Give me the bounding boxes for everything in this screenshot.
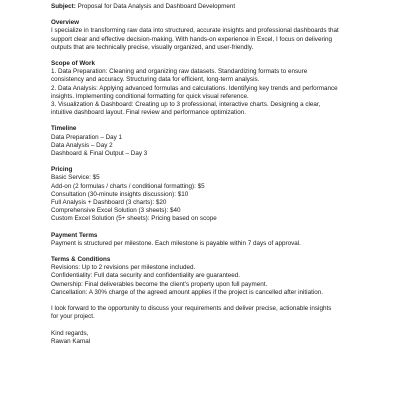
scope-line: 2. Data Analysis: Applying advanced formulas and calculations. Identifying key trends and performance [51, 84, 338, 92]
pricing-list [51, 174, 371, 223]
scope-line: 3. Visualization & Dashboard: Creating up to 3 professional, interactive charts. Designing a clear, [51, 101, 321, 109]
proposal-document [51, 3, 371, 346]
payment-section [51, 232, 371, 248]
timeline-item: Data Preparation – Day 1 [51, 133, 123, 141]
signoff-name: Rawan Kamal [51, 337, 91, 345]
pricing-item: Add-on (2 formulas / charts / conditional formatting): $5 [51, 182, 205, 190]
scope-heading: Scope of Work [51, 60, 95, 68]
overview-line: support clear and effective decision-making. With hands-on experience in Excel, I focus on delivering [51, 35, 332, 43]
timeline-heading: Timeline [51, 125, 77, 133]
closing-paragraph [51, 305, 371, 321]
signoff [51, 330, 371, 346]
closing-line: I look forward to the opportunity to discuss your requirements and deliver precise, actionable insights [51, 305, 332, 313]
terms-item: Cancellation: A 30% charge of the agreed amount applies if the project is cancelled after initiation. [51, 288, 323, 296]
scope-section [51, 60, 371, 117]
terms-item: Ownership: Final deliverables become the client’s property upon full payment. [51, 280, 268, 288]
overview-line: outputs that are technically precise, visually organized, and user-friendly. [51, 43, 254, 51]
pricing-item: Custom Excel Solution (5+ sheets): Pricing based on scope [51, 215, 217, 223]
terms-item: Revisions: Up to 2 revisions per milestone included. [51, 264, 196, 272]
timeline-item: Data Analysis – Day 2 [51, 141, 113, 149]
overview-line: I specialize in transforming raw data into structured, accurate insights and professional dashboards that [51, 27, 339, 35]
pricing-section [51, 166, 371, 223]
scope-line: consistency and accuracy. Structuring data for efficient, long-term analysis. [51, 76, 260, 84]
pricing-item: Basic Service: $5 [51, 174, 100, 182]
subject-label: Subject: [51, 3, 76, 10]
closing-line: for your project. [51, 313, 95, 321]
scope-line: intuitive dashboard layout. Final review and performance optimization. [51, 109, 246, 117]
timeline-section [51, 125, 371, 158]
scope-line: insights. Implementing conditional formatting for quick visual reference. [51, 92, 249, 100]
signoff-greeting: Kind regards, [51, 329, 89, 337]
terms-item: Confidentiality: Full data security and confidentiality are guaranteed. [51, 272, 241, 280]
payment-paragraph [51, 240, 371, 248]
payment-heading: Payment Terms [51, 231, 98, 239]
pricing-item: Full Analysis + Dashboard (3 charts): $20 [51, 199, 167, 207]
terms-list [51, 264, 371, 297]
terms-section [51, 256, 371, 297]
overview-section [51, 19, 371, 52]
overview-heading: Overview [51, 19, 80, 27]
overview-paragraph [51, 27, 371, 52]
scope-line: 1. Data Preparation: Cleaning and organizing raw datasets. Standardizing formats to ensure [51, 68, 308, 76]
terms-heading: Terms & Conditions [51, 256, 111, 264]
pricing-item: Consultation (30-minute insights discussion): $10 [51, 190, 189, 198]
pricing-item: Comprehensive Excel Solution (3 sheets): $40 [51, 207, 181, 215]
subject-line [51, 3, 371, 11]
subject-text: Proposal for Data Analysis and Dashboard Development [75, 3, 236, 10]
scope-paragraph [51, 68, 371, 117]
timeline-list [51, 134, 371, 159]
pricing-heading: Pricing [51, 166, 73, 174]
payment-line: Payment is structured per milestone. Each milestone is payable within 7 days of approval. [51, 239, 301, 247]
timeline-item: Dashboard & Final Output – Day 3 [51, 150, 148, 158]
